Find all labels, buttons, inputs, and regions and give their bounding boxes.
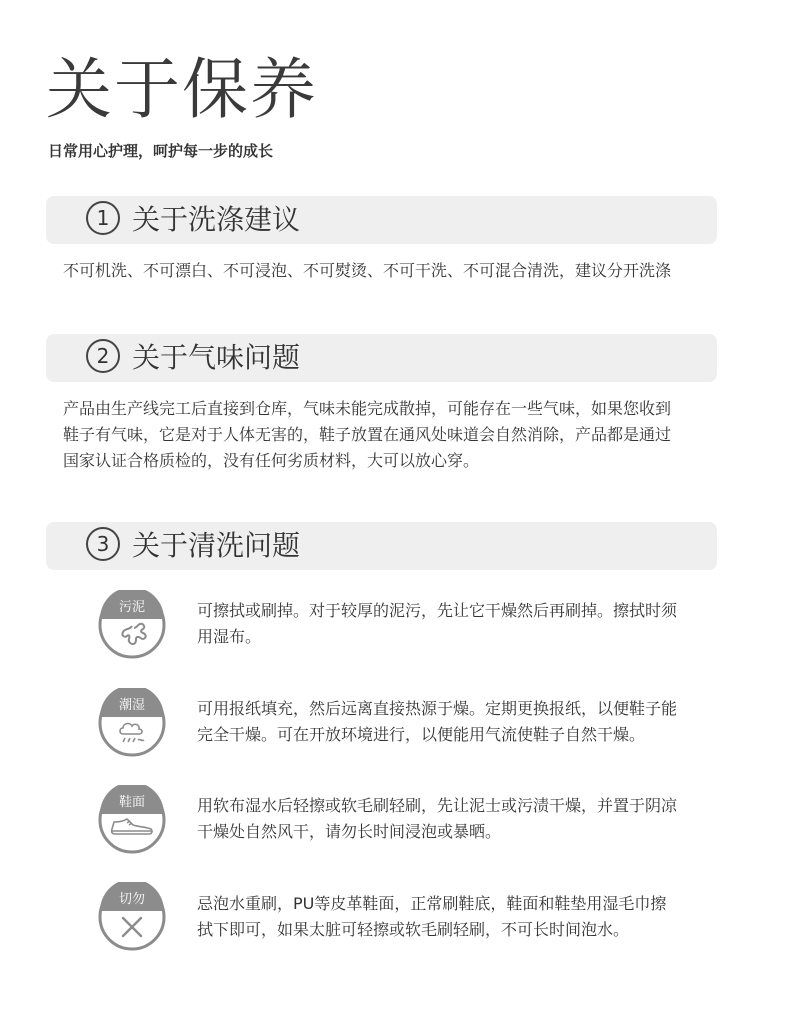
mud-care-text: [197, 598, 717, 650]
section-1-heading: [86, 196, 300, 244]
never-line: 拭下即可，如果太脏可轻擦或软毛刷轻刷，不可长时间泡水。: [197, 920, 630, 939]
damp-line: 完全干燥。可在开放环境进行，以便能用气流使鞋子自然干燥。: [197, 725, 646, 744]
odor-line: 鞋子有气味，它是对于人体无害的，鞋子放置在通风处味道会自然消除，产品都是通过: [63, 425, 672, 444]
never-badge: [97, 882, 167, 952]
odor-text: [63, 396, 723, 474]
never-badge-label: 切勿: [118, 892, 146, 907]
upper-badge: [97, 785, 167, 855]
upper-care-text: [197, 793, 717, 845]
mud-badge-label: 污泥: [118, 600, 146, 615]
page-title: 关于保养: [46, 51, 318, 128]
mud-line: 可擦拭或刷掉。对于较厚的泥污，先让它干燥然后再刷掉。擦拭时须: [197, 601, 678, 620]
upper-line: 干燥处自然风干，请勿长时间浸泡或暴晒。: [197, 822, 502, 841]
mud-badge: [97, 590, 167, 660]
section-2-title: 关于气味问题: [132, 341, 301, 374]
upper-line: 用软布湿水后轻擦或软毛刷轻刷，先让泥士或污渍干燥，并置于阴凉: [197, 796, 678, 815]
washing-advice-text: 不可机洗、不可漂白、不可浸泡、不可熨烫、不可干洗、不可混合清洗，建议分开洗涤: [63, 261, 672, 280]
never-line: 忌泡水重刷，PU等皮革鞋面，正常刷鞋底，鞋面和鞋垫用湿毛巾擦: [197, 894, 667, 913]
damp-badge-label: 潮湿: [118, 698, 146, 713]
section-3-heading: [86, 522, 300, 570]
circled-number-2: 2: [86, 339, 120, 373]
upper-badge-label: 鞋面: [118, 795, 146, 810]
odor-line: 产品由生产线完工后直接到仓库，气味未能完成散掉，可能存在一些气味，如果您收到: [63, 399, 672, 418]
section-1-title: 关于洗涤建议: [132, 203, 301, 236]
damp-badge: [97, 688, 167, 758]
circled-number-3: 3: [86, 527, 120, 561]
odor-line: 国家认证合格质检的，没有任何劣质材料，大可以放心穿。: [63, 451, 480, 470]
never-care-text: [197, 891, 717, 943]
section-2-heading: [86, 334, 300, 382]
mud-line: 用湿布。: [197, 627, 262, 646]
damp-line: 可用报纸填充，然后远离直接热源于燥。定期更换报纸，以便鞋子能: [197, 699, 678, 718]
circled-number-1: 1: [86, 201, 120, 235]
page-subtitle: 日常用心护理，呵护每一步的成长: [48, 142, 274, 160]
damp-care-text: [197, 696, 717, 748]
section-3-title: 关于清洗问题: [132, 529, 301, 562]
